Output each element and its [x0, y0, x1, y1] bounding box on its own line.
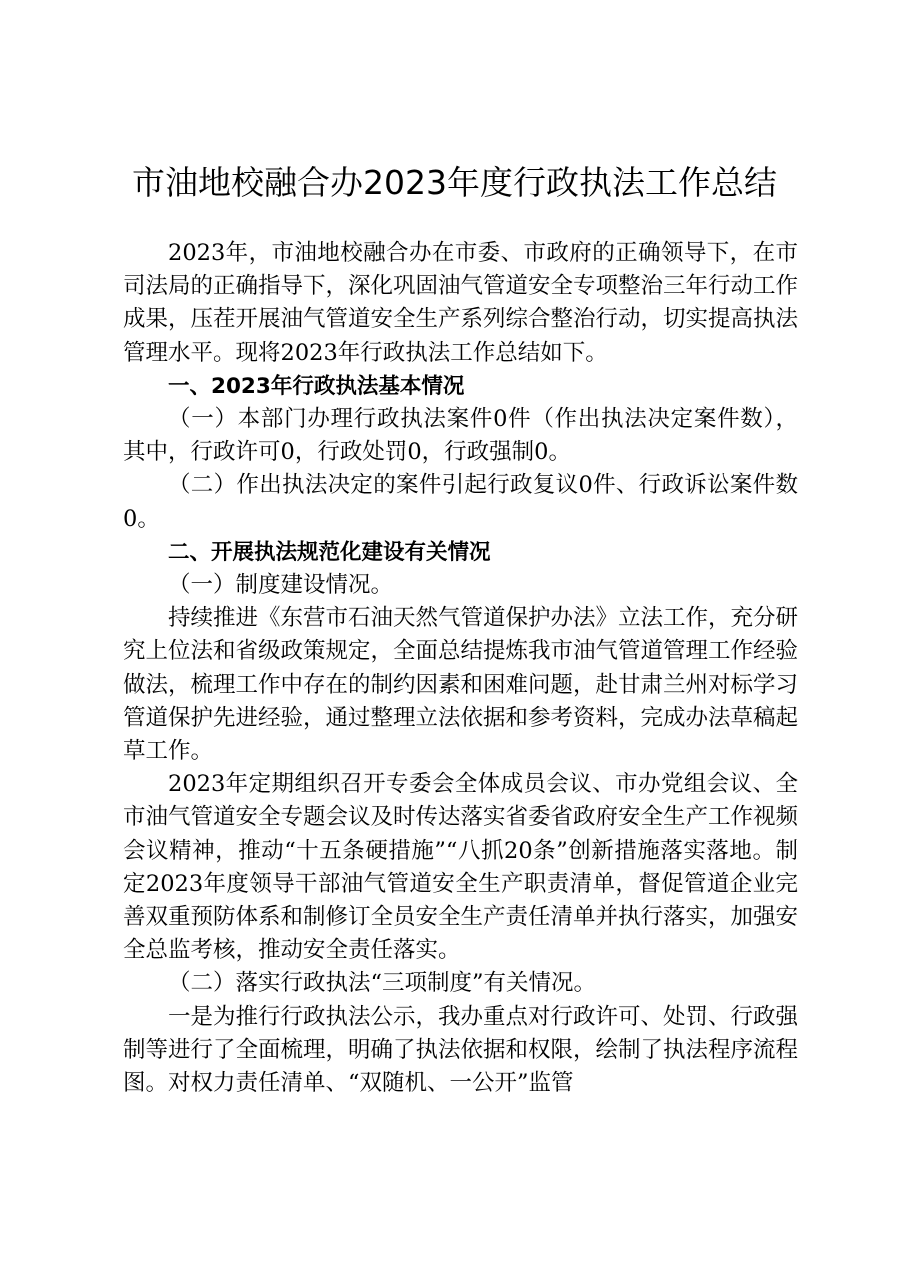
document-title: 市油地校融合办2023年度行政执法工作总结 [132, 163, 777, 202]
section-heading-2: 二、开展执法规范化建设有关情况 [168, 539, 491, 565]
subsection-heading-2: （二）落实行政执法“三项制度”有关情况。 [168, 970, 597, 997]
paragraph-review: （二）作出执法决定的案件引起行政复议0件、行政诉讼案件数0。 [123, 472, 798, 532]
document-body [123, 237, 798, 1100]
subsection-heading-1: （一）制度建设情况。 [168, 572, 394, 599]
section-heading-1: 一、2023年行政执法基本情况 [168, 373, 465, 399]
paragraph-meetings: 2023年定期组织召开专委会全体成员会议、市办党组会议、全市油气管道安全专题会议及时传达落实省委省政府安全生产工作视频会议精神，推动“十五条硬措施”“八抓20条”创新措施落实落地。制定2023年度领导干部油气管道安全生产职责清单，督促管道企业完善双重预防体系和制修订全员安全生产责任清单并执行落实，加强安全总监考核，推动安全责任落实。 [123, 771, 799, 964]
paragraph-cases: （一）本部门办理行政执法案件0件（作出执法决定案件数），其中，行政许可0，行政处罚0，行政强制0。 [123, 406, 798, 466]
paragraph-publicity: 一是为推行行政执法公示，我办重点对行政许可、处罚、行政强制等进行了全面梳理，明确了执法依据和权限，绘制了执法程序流程图。对权力责任清单、“双随机、一公开”监管 [123, 1003, 799, 1097]
intro-paragraph: 2023年，市油地校融合办在市委、市政府的正确领导下，在市司法局的正确指导下，深化巩固油气管道安全专项整治三年行动工作成果，压茬开展油气管道安全生产系列综合整治行动，切实提高执法管理水平。现将2023年行政执法工作总结如下。 [123, 240, 799, 366]
paragraph-legislation: 持续推进《东营市石油天然气管道保护办法》立法工作，充分研究上位法和省级政策规定，全面总结提炼我市油气管道管理工作经验做法，梳理工作中存在的制约因素和困难问题，赴甘肃兰州对标学习管道保护先进经验，通过整理立法依据和参考资料，完成办法草稿起草工作。 [123, 605, 799, 765]
